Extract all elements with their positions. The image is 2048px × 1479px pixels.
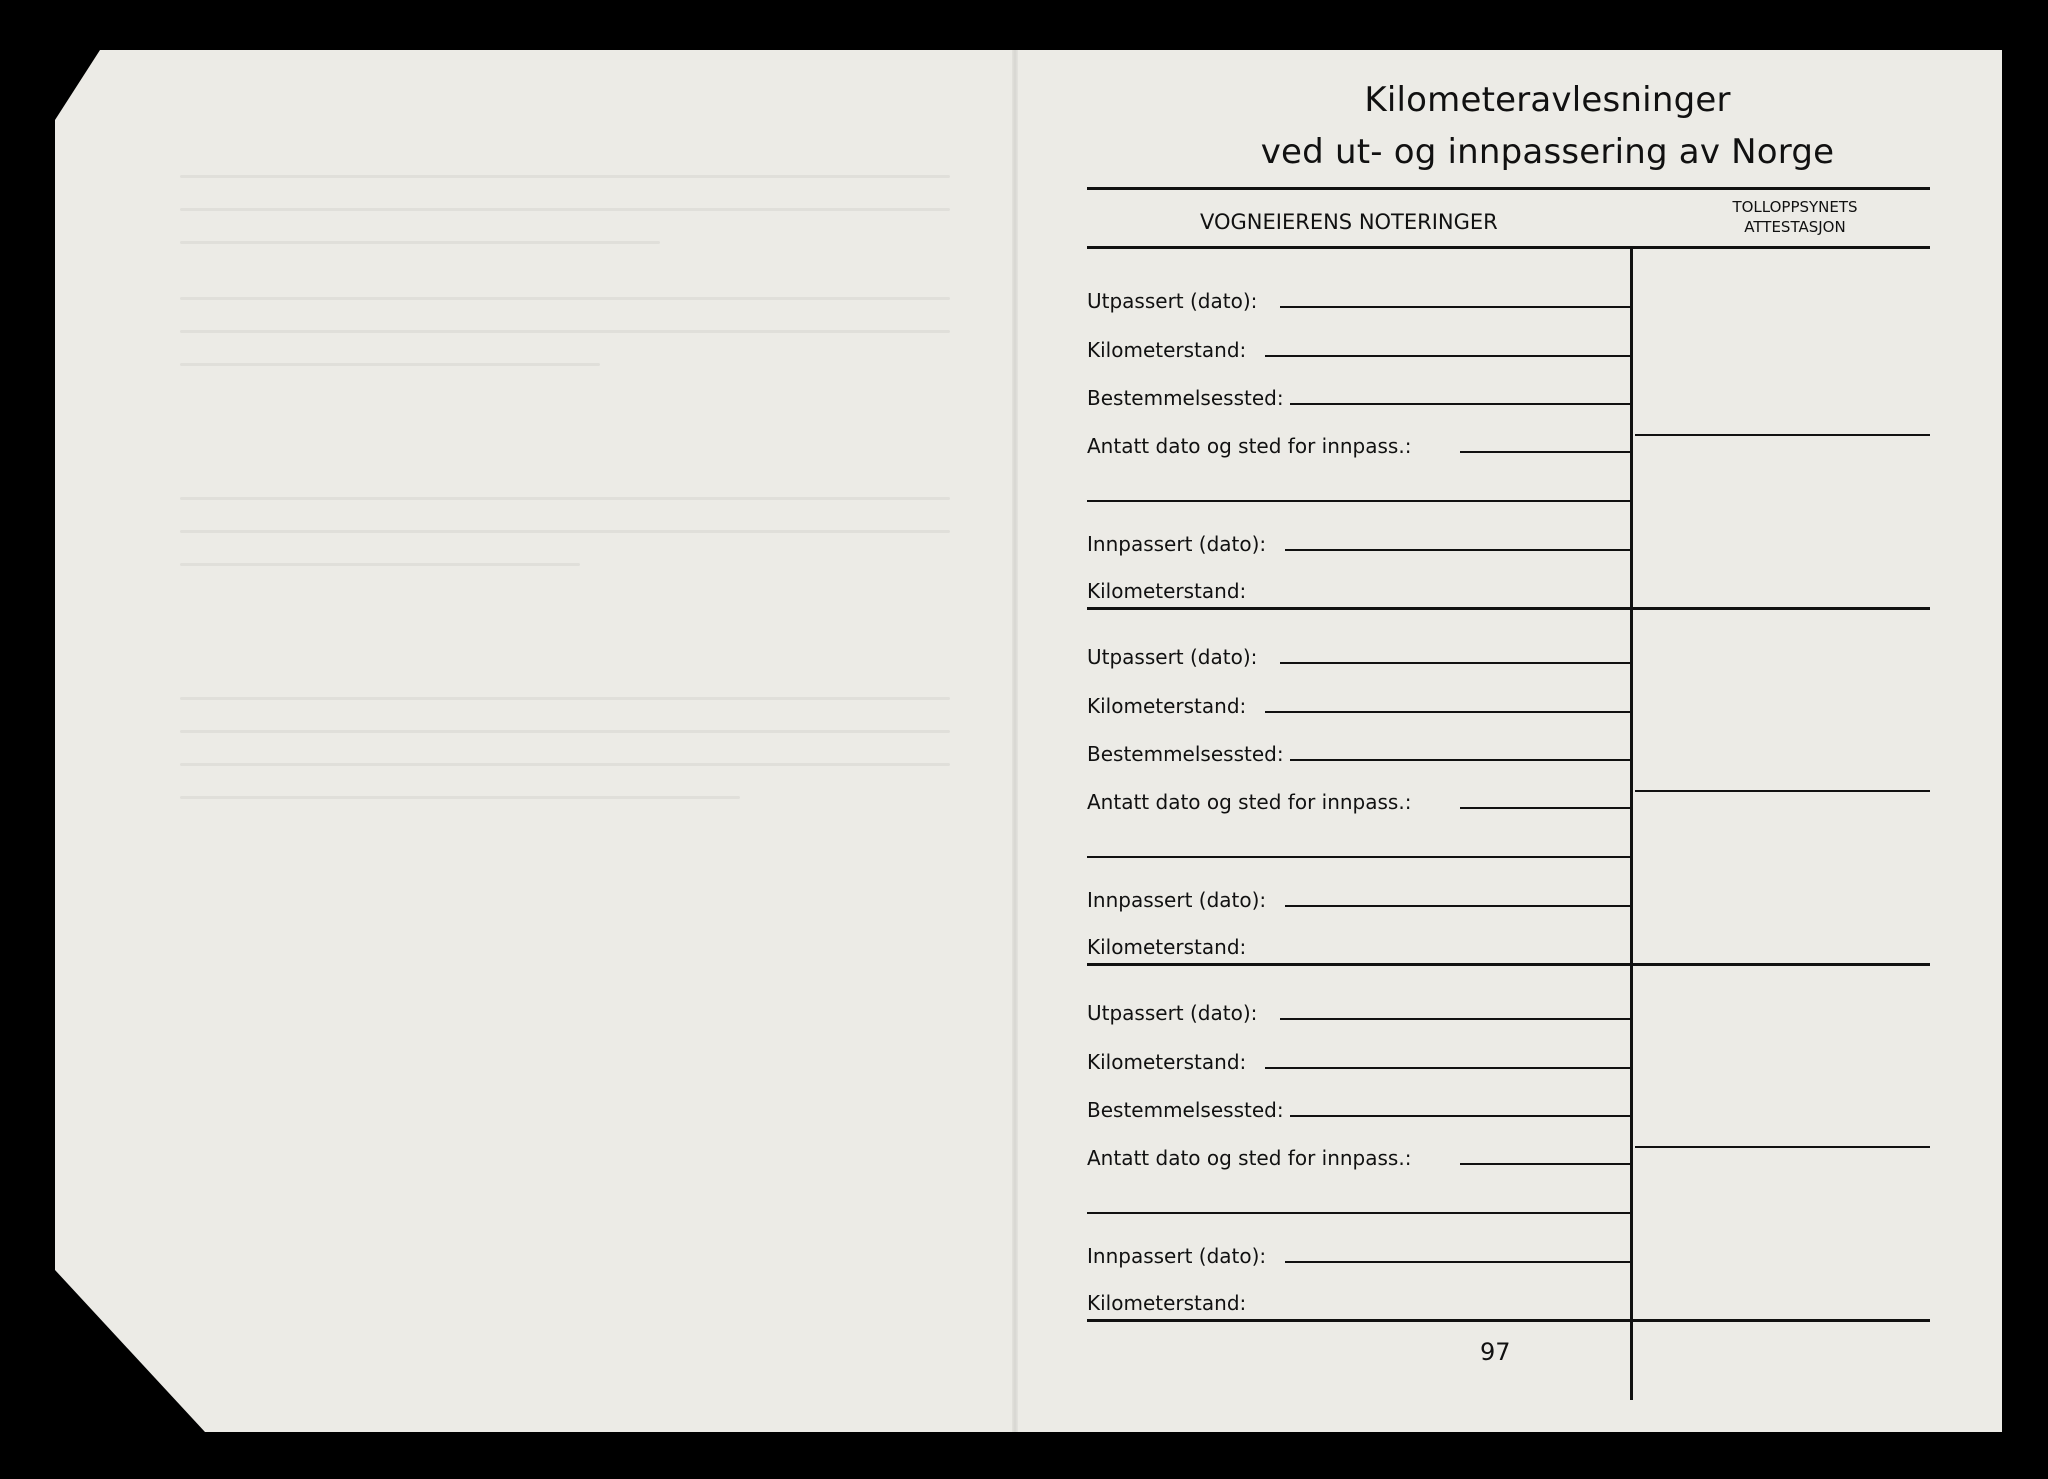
utpassert-label: Utpassert (dato): [1087,1001,1258,1025]
antatt-field[interactable] [1460,1163,1630,1165]
kilometerstand-ut-field[interactable] [1265,711,1630,713]
customs-attestation-header: TOLLOPPSYNETS ATTESTASJON [1732,198,1858,236]
block-divider [1087,963,1930,966]
bestemmelsessted-label: Bestemmelsessted: [1087,1098,1284,1122]
antatt-field-continued[interactable] [1087,856,1630,858]
antatt-field[interactable] [1460,807,1630,809]
bestemmelsessted-label: Bestemmelsessted: [1087,386,1284,410]
utpassert-label: Utpassert (dato): [1087,645,1258,669]
header-bottom-rule [1087,246,1930,249]
antatt-field[interactable] [1460,451,1630,453]
kilometerstand-inn-label: Kilometerstand: [1087,935,1247,959]
utpassert-field[interactable] [1280,1018,1630,1020]
innpassert-field[interactable] [1285,1261,1630,1263]
innpassert-field[interactable] [1285,905,1630,907]
page-number: 97 [1480,1338,1511,1366]
innpassert-field[interactable] [1285,549,1630,551]
form-subtitle: ved ut- og innpassering av Norge [1260,132,1835,172]
bestemmelsessted-field[interactable] [1290,759,1630,761]
utpassert-label: Utpassert (dato): [1087,289,1258,313]
form-title: Kilometeravlesninger [1364,80,1731,120]
antatt-label: Antatt dato og sted for innpass.: [1087,434,1412,458]
antatt-field-continued[interactable] [1087,500,1630,502]
utpassert-field[interactable] [1280,662,1630,664]
odometer-form [1085,80,1930,1380]
utpassert-field[interactable] [1280,306,1630,308]
antatt-label: Antatt dato og sted for innpass.: [1087,790,1412,814]
owner-notes-header: VOGNEIERENS NOTERINGER [1200,210,1498,234]
kilometerstand-ut-label: Kilometerstand: [1087,694,1247,718]
kilometerstand-ut-field[interactable] [1265,355,1630,357]
innpassert-label: Innpassert (dato): [1087,888,1267,912]
attestation-divider [1635,1146,1930,1148]
kilometerstand-ut-field[interactable] [1265,1067,1630,1069]
innpassert-label: Innpassert (dato): [1087,1244,1267,1268]
attestation-divider [1635,434,1930,436]
block-divider [1087,607,1930,610]
antatt-label: Antatt dato og sted for innpass.: [1087,1146,1412,1170]
column-divider [1630,248,1633,1400]
bestemmelsessted-field[interactable] [1290,1115,1630,1117]
bestemmelsessted-field[interactable] [1290,403,1630,405]
innpassert-label: Innpassert (dato): [1087,532,1267,556]
attestation-divider [1635,790,1930,792]
kilometerstand-inn-label: Kilometerstand: [1087,1291,1247,1315]
kilometerstand-ut-label: Kilometerstand: [1087,338,1247,362]
kilometerstand-ut-label: Kilometerstand: [1087,1050,1247,1074]
page-fold [1012,50,1018,1432]
bestemmelsessted-label: Bestemmelsessted: [1087,742,1284,766]
kilometerstand-inn-label: Kilometerstand: [1087,579,1247,603]
form-bottom-rule [1087,1319,1930,1322]
header-top-rule [1087,187,1930,190]
antatt-field-continued[interactable] [1087,1212,1630,1214]
